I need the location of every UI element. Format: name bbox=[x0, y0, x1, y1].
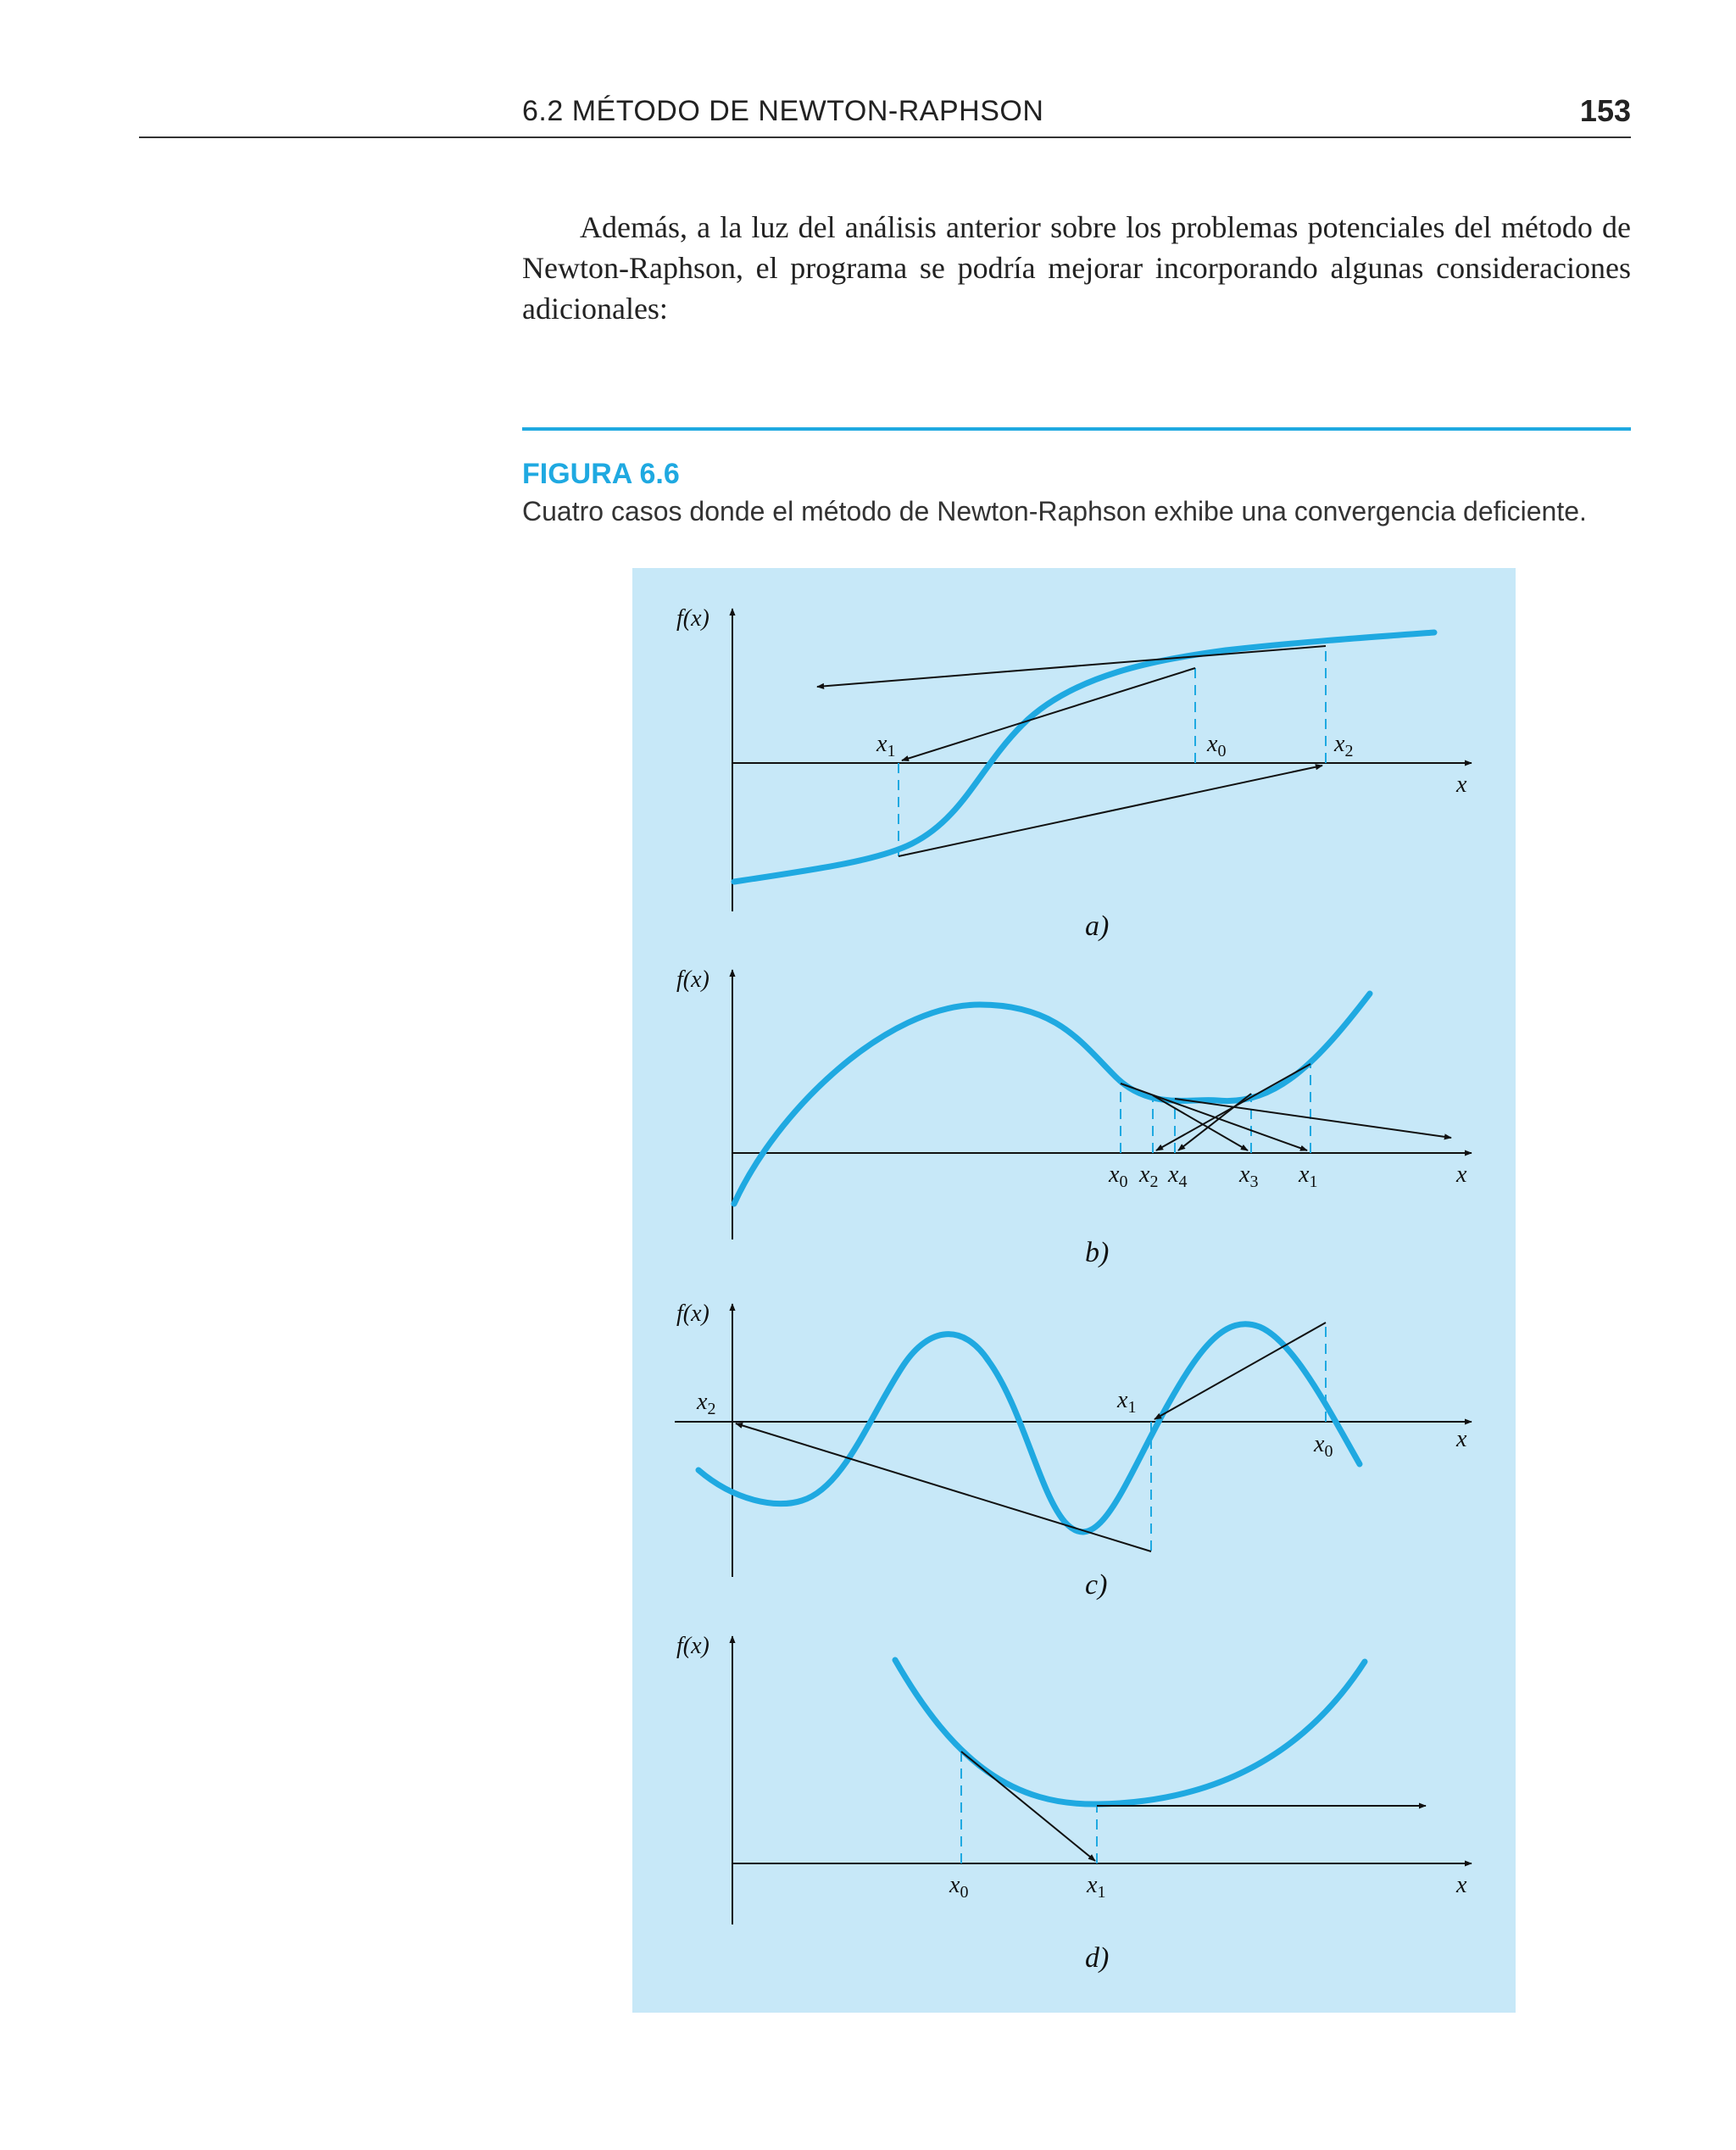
panel-b-label-x2: $x_2$ bbox=[1139, 1161, 1159, 1191]
panel-d-label-x0: $x_0$ bbox=[949, 1872, 969, 1902]
panel-a-tangent-x0 bbox=[902, 668, 1195, 760]
figure-box bbox=[632, 568, 1516, 2013]
panel-c-label-x2: $x_2$ bbox=[697, 1389, 716, 1418]
panel-c-tangent-x1 bbox=[736, 1423, 1151, 1551]
panel-a-y-label: f(x) bbox=[676, 605, 709, 632]
page-number: 153 bbox=[1579, 93, 1631, 128]
panel-a-tangent-x1 bbox=[899, 766, 1322, 856]
panel-b-tangent-x0 bbox=[1121, 1083, 1307, 1150]
panel-a-label-x1: $x_1$ bbox=[876, 731, 896, 760]
panel-d-curve bbox=[895, 1660, 1365, 1804]
panel-a-label-x2: $x_2$ bbox=[1334, 731, 1354, 760]
panel-c-y-label: f(x) bbox=[676, 1301, 709, 1327]
panel-d-y-label: f(x) bbox=[676, 1633, 709, 1659]
panel-c-curve bbox=[698, 1324, 1360, 1532]
panel-b-x-label: x bbox=[1456, 1161, 1467, 1188]
panel-d bbox=[676, 1633, 1472, 1974]
panel-b bbox=[676, 966, 1472, 1268]
panel-b-caption: b) bbox=[1085, 1237, 1110, 1268]
running-title: 6.2 MÉTODO DE NEWTON-RAPHSON bbox=[522, 95, 1044, 127]
panel-d-caption: d) bbox=[1085, 1942, 1110, 1974]
header-rule bbox=[139, 136, 1631, 138]
figure-label: FIGURA 6.6 bbox=[522, 458, 680, 490]
panel-a-curve bbox=[734, 632, 1434, 882]
panel-b-label-x0: $x_0$ bbox=[1109, 1161, 1128, 1191]
panel-c-label-x0: $x_0$ bbox=[1314, 1431, 1333, 1461]
panel-b-label-x1: $x_1$ bbox=[1299, 1161, 1318, 1191]
panel-c bbox=[675, 1301, 1472, 1601]
panel-a-tangent-x2 bbox=[817, 646, 1326, 687]
panel-b-y-label: f(x) bbox=[676, 966, 709, 993]
panel-b-curve bbox=[734, 994, 1370, 1204]
page-header bbox=[0, 0, 1736, 144]
panel-b-label-x4: $x_4$ bbox=[1168, 1161, 1188, 1191]
panel-d-label-x1: $x_1$ bbox=[1087, 1872, 1106, 1902]
panel-c-x-label: x bbox=[1456, 1426, 1467, 1452]
panel-d-x-label: x bbox=[1456, 1872, 1467, 1898]
body-paragraph: Además, a la luz del análisis anterior sobre los problemas potenciales del método de Newton-Raphson, el programa se podría mejorar incorporando algunas consideraciones adicionales: bbox=[522, 210, 1631, 326]
panel-c-label-x1: $x_1$ bbox=[1117, 1387, 1137, 1417]
panel-c-tangent-x0 bbox=[1155, 1323, 1326, 1419]
panel-a-caption: a) bbox=[1085, 911, 1110, 942]
figure-caption: Cuatro casos donde el método de Newton-Raphson exhibe una convergencia deficiente. bbox=[522, 496, 1587, 526]
figure-rule bbox=[522, 427, 1631, 431]
panel-b-label-x3: $x_3$ bbox=[1239, 1161, 1259, 1191]
panel-a-x-label: x bbox=[1456, 771, 1467, 798]
figure-drawing bbox=[632, 568, 1516, 2013]
panel-a-label-x0: $x_0$ bbox=[1207, 731, 1227, 760]
panel-a bbox=[676, 605, 1472, 942]
panel-c-caption: c) bbox=[1085, 1569, 1108, 1601]
